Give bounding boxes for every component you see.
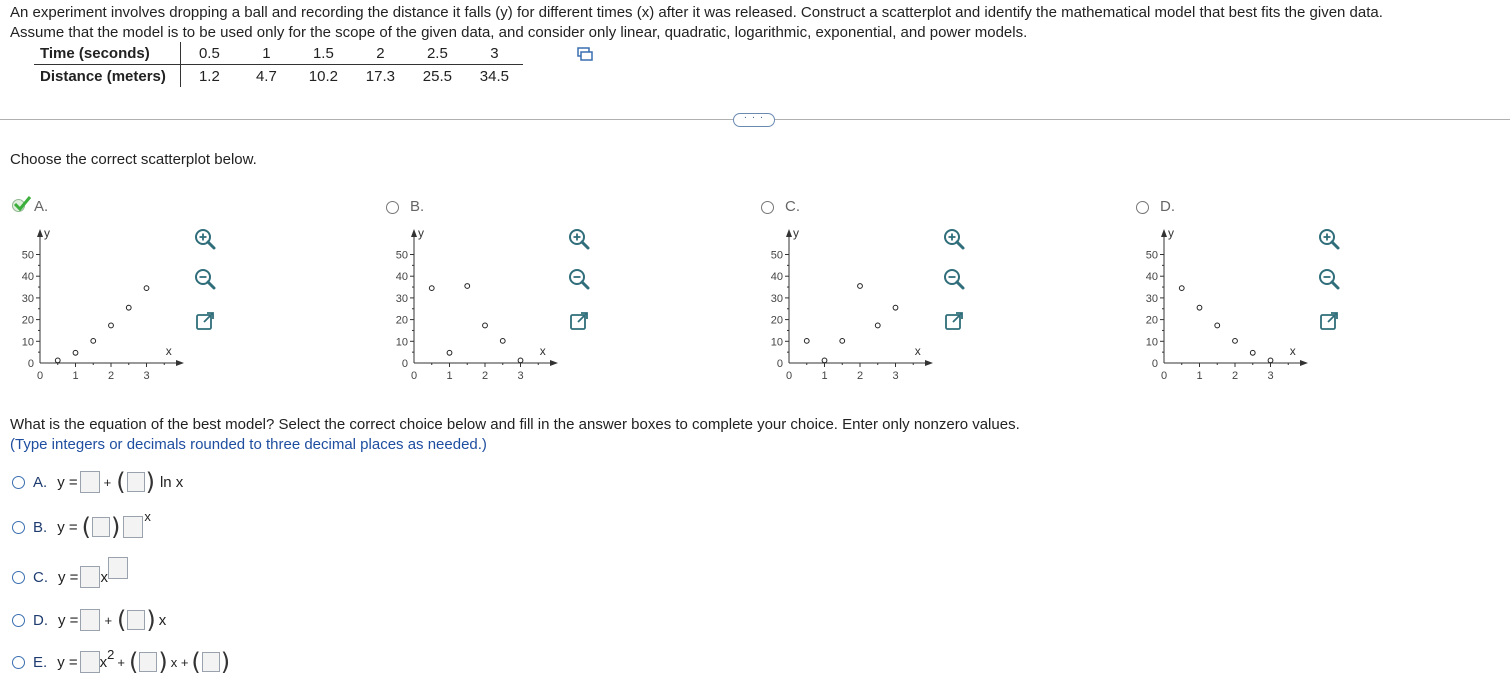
scatterplot-prompt: Choose the correct scatterplot below. [10, 151, 257, 168]
zoom-in-icon[interactable] [192, 226, 218, 252]
close-paren: ) [145, 468, 155, 496]
y-tick-label: 30 [21, 292, 34, 305]
scatterplot-svg [12, 198, 212, 388]
data-point [483, 323, 488, 328]
data-point [144, 286, 149, 291]
y-tick-label: 10 [770, 336, 783, 349]
x-tick-label: 2 [481, 370, 489, 382]
answer-box[interactable] [80, 471, 100, 493]
y-tick-label: 20 [1145, 314, 1158, 327]
x-tick-label: 2 [856, 370, 864, 382]
y-tick-label: 40 [395, 271, 408, 284]
x-axis-label: x [914, 344, 921, 358]
answer-box[interactable] [80, 609, 100, 631]
x-term: x [99, 653, 108, 671]
time-cell: 2 [352, 42, 409, 65]
y-tick-label: 0 [1151, 358, 1158, 370]
expand-icon[interactable] [566, 308, 592, 334]
answer-box[interactable] [123, 516, 143, 538]
y-tick-label: 40 [1145, 271, 1158, 284]
plus-sign: + [117, 654, 125, 670]
distance-cell: 10.2 [308, 67, 338, 85]
x-tick-label: 2 [1231, 370, 1239, 382]
choice-b[interactable] [12, 508, 151, 541]
choice-d[interactable] [12, 608, 166, 632]
time-cell: 3 [466, 42, 523, 65]
problem-line-2: Assume that the model is to be used only for the scope of the given data, and consider only linear, quadratic, logarithmic, exponential, and power models. [10, 24, 1028, 41]
zoom-out-icon[interactable] [566, 266, 592, 292]
y-tick-label: 40 [21, 271, 34, 284]
equation-prefix: y = [58, 611, 79, 629]
choice-letter: D. [33, 611, 48, 629]
open-paren: ( [117, 606, 127, 634]
answer-box[interactable] [139, 652, 157, 672]
y-tick-label: 50 [1145, 249, 1158, 262]
answer-box[interactable] [80, 566, 100, 588]
x-term: x [158, 611, 167, 629]
y-axis-label: y [418, 226, 424, 240]
choice-letter: B. [33, 518, 48, 536]
expand-icon[interactable] [941, 308, 967, 334]
y-axis-arrow [786, 229, 792, 237]
data-point [518, 358, 523, 363]
time-cell: 0.5 [180, 42, 238, 65]
choice-radio[interactable] [12, 521, 25, 534]
ln-term: ln x [159, 473, 184, 491]
data-point [840, 338, 845, 343]
expand-icon[interactable] [1316, 308, 1342, 334]
distance-cell: 4.7 [255, 67, 277, 85]
y-tick-label: 30 [1145, 292, 1158, 305]
exponent-box[interactable] [108, 557, 128, 579]
distance-cell: 1.2 [198, 67, 220, 85]
scatterplot-svg [1136, 198, 1336, 388]
y-tick-label: 50 [395, 249, 408, 262]
data-point [1197, 305, 1202, 310]
zoom-out-icon[interactable] [192, 266, 218, 292]
choice-e[interactable] [12, 646, 231, 676]
data-point [126, 305, 131, 310]
data-point [1233, 338, 1238, 343]
data-point [1215, 323, 1220, 328]
problem-line-1: An experiment involves dropping a ball and recording the distance it falls (y) for different times (x) after it was released. Construct a scatterplot and identify the mathematical model that best fits the given data. [10, 4, 1383, 21]
zoom-in-icon[interactable] [566, 226, 592, 252]
open-paren: ( [81, 513, 91, 541]
y-tick-label: 0 [401, 358, 408, 370]
distance-row [34, 65, 523, 88]
data-point [429, 286, 434, 291]
close-paren: ) [146, 606, 156, 634]
y-tick-label: 10 [1145, 336, 1158, 349]
zoom-out-icon[interactable] [941, 266, 967, 292]
data-point [91, 338, 96, 343]
answer-box[interactable] [127, 472, 145, 492]
x-axis-arrow [925, 360, 933, 366]
x-tick-label: 3 [517, 370, 524, 382]
x-tick-label: 3 [1267, 370, 1274, 382]
data-point [893, 305, 898, 310]
answer-box[interactable] [92, 517, 110, 537]
x-tick-label: 0 [785, 370, 793, 382]
choice-radio[interactable] [12, 476, 25, 489]
y-tick-label: 0 [27, 358, 34, 370]
zoom-out-icon[interactable] [1316, 266, 1342, 292]
time-row [34, 42, 523, 65]
x-tick-label: 1 [1196, 370, 1203, 382]
y-tick-label: 20 [21, 314, 34, 327]
data-table [34, 42, 523, 87]
expand-icon[interactable] [192, 308, 218, 334]
option-label: B. [410, 198, 425, 215]
data-point [109, 323, 114, 328]
choice-letter: E. [33, 653, 48, 671]
y-axis-arrow [1161, 229, 1167, 237]
zoom-in-icon[interactable] [1316, 226, 1342, 252]
choice-a[interactable] [12, 470, 183, 494]
y-tick-label: 50 [770, 249, 783, 262]
option-label: A. [34, 198, 49, 215]
data-point [822, 358, 827, 363]
distance-cell: 25.5 [422, 67, 452, 85]
time-cell: 1.5 [295, 42, 352, 65]
time-header: Time (seconds) [34, 42, 180, 65]
data-point [1179, 286, 1184, 291]
y-axis-label: y [1168, 226, 1174, 240]
y-tick-label: 30 [770, 292, 783, 305]
x-tick-label: 0 [1160, 370, 1168, 382]
x-axis-label: x [165, 344, 172, 358]
y-tick-label: 50 [21, 249, 34, 262]
y-tick-label: 20 [770, 314, 783, 327]
zoom-in-icon[interactable] [941, 226, 967, 252]
x-tick-label: 0 [410, 370, 418, 382]
more-button[interactable]: · · · [733, 113, 775, 127]
data-point [858, 284, 863, 289]
equation-prefix: y = [57, 653, 78, 671]
x-plus-term: x + [170, 654, 189, 670]
data-point [1268, 358, 1273, 363]
plus-sign: + [103, 474, 112, 490]
distance-cell: 34.5 [479, 67, 509, 85]
distance-header: Distance (meters) [34, 65, 180, 88]
exponent-x: x [144, 508, 151, 524]
y-axis-label: y [44, 226, 50, 240]
copy-table-icon[interactable] [577, 47, 593, 61]
choice-radio[interactable] [12, 571, 25, 584]
distance-cell: 17.3 [365, 67, 395, 85]
x-term: x [100, 568, 108, 586]
scatterplot-svg [761, 198, 961, 388]
equation-prefix: y = [57, 473, 78, 491]
close-paren: ) [158, 648, 168, 676]
model-question [10, 415, 1020, 455]
x-axis-label: x [1289, 344, 1296, 358]
y-tick-label: 30 [395, 292, 408, 305]
data-point [73, 350, 78, 355]
close-paren: ) [220, 648, 231, 676]
choice-letter: A. [33, 473, 48, 491]
time-cell: 2.5 [409, 42, 466, 65]
data-point [804, 338, 809, 343]
data-point [447, 350, 452, 355]
question-text: What is the equation of the best model? Select the correct choice below and fill in the answer boxes to complete your choice. Enter only nonzero values. [10, 416, 1020, 433]
problem-statement [10, 3, 1505, 43]
option-label: C. [785, 198, 800, 215]
choice-letter: C. [33, 568, 48, 586]
time-cell: 1 [238, 42, 295, 65]
data-point [875, 323, 880, 328]
open-paren: ( [116, 468, 126, 496]
data-point [1250, 350, 1255, 355]
x-tick-label: 2 [107, 370, 115, 382]
y-axis-arrow [37, 229, 43, 237]
equation-prefix: y = [58, 568, 79, 586]
data-point [500, 338, 505, 343]
y-axis-label: y [793, 226, 799, 240]
y-tick-label: 10 [395, 336, 408, 349]
y-axis-arrow [411, 229, 417, 237]
choice-radio[interactable] [12, 656, 25, 669]
question-hint: (Type integers or decimals rounded to three decimal places as needed.) [10, 436, 487, 453]
x-tick-label: 1 [821, 370, 828, 382]
x-axis-arrow [1300, 360, 1308, 366]
choice-c[interactable] [12, 565, 128, 589]
y-tick-label: 40 [770, 271, 783, 284]
answer-box[interactable] [202, 652, 220, 672]
x-tick-label: 3 [892, 370, 899, 382]
plus-sign: + [104, 612, 113, 628]
scatterplot-svg [386, 198, 586, 388]
y-tick-label: 0 [776, 358, 783, 370]
close-paren: ) [111, 513, 121, 541]
y-tick-label: 20 [395, 314, 408, 327]
open-paren: ( [191, 648, 201, 676]
x-tick-label: 3 [143, 370, 150, 382]
x-tick-label: 0 [36, 370, 44, 382]
equation-prefix: y = [57, 518, 78, 536]
data-point [55, 358, 60, 363]
x-tick-label: 1 [446, 370, 453, 382]
x-axis-label: x [539, 344, 546, 358]
answer-box[interactable] [80, 651, 100, 673]
x-axis-arrow [550, 360, 558, 366]
answer-box[interactable] [127, 610, 145, 630]
open-paren: ( [128, 648, 139, 676]
data-point [465, 284, 470, 289]
choice-radio[interactable] [12, 614, 25, 627]
x-axis-arrow [176, 360, 184, 366]
option-label: D. [1160, 198, 1175, 215]
exponent-2: 2 [107, 646, 115, 662]
y-tick-label: 10 [21, 336, 34, 349]
x-tick-label: 1 [72, 370, 79, 382]
